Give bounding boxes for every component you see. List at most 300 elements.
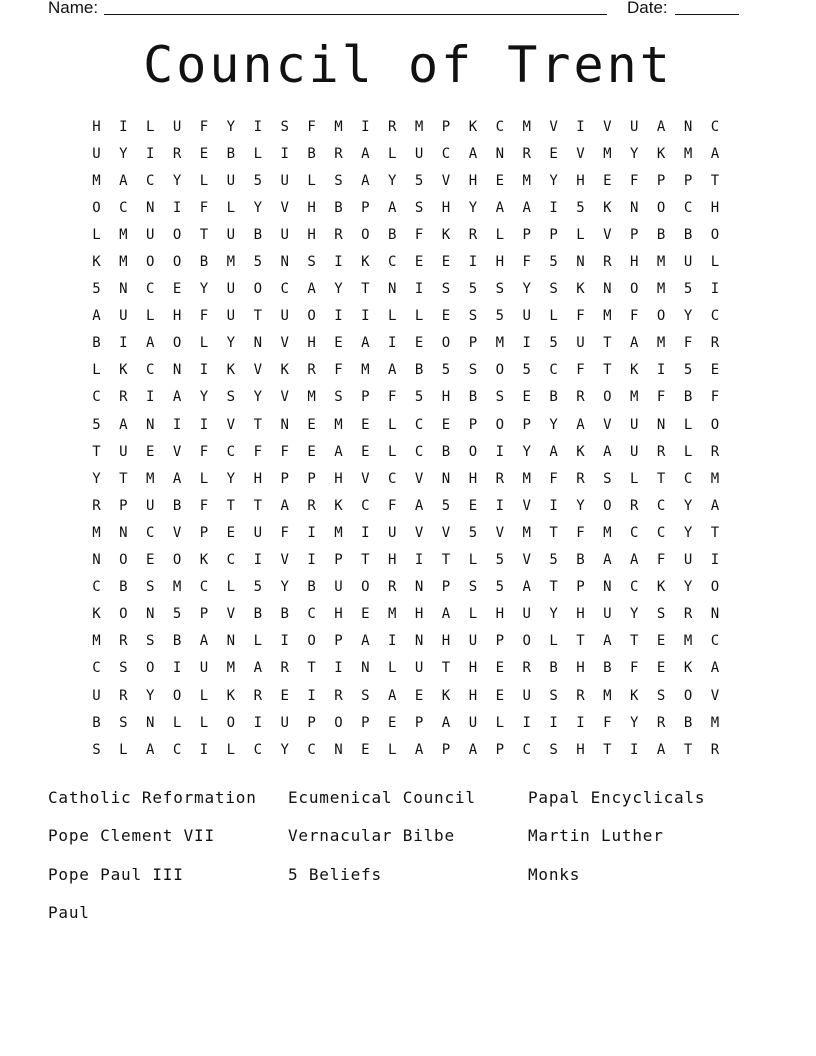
grid-letter[interactable]: A — [656, 741, 666, 758]
grid-letter[interactable]: 5 — [253, 579, 262, 596]
grid-letter[interactable]: S — [146, 579, 155, 596]
grid-letter[interactable]: T — [361, 552, 370, 569]
grid-letter[interactable]: K — [441, 687, 451, 704]
grid-letter[interactable]: A — [441, 606, 451, 623]
grid-letter[interactable]: E — [226, 524, 236, 541]
grid-letter[interactable]: H — [388, 552, 397, 569]
grid-letter[interactable]: I — [388, 335, 397, 352]
grid-letter[interactable]: S — [226, 389, 236, 406]
grid-letter[interactable]: U — [146, 497, 155, 514]
grid-letter[interactable]: S — [119, 714, 128, 731]
grid-letter[interactable]: L — [576, 226, 585, 243]
grid-letter[interactable]: C — [710, 118, 720, 135]
grid-letter[interactable]: C — [199, 579, 209, 596]
grid-letter[interactable]: P — [361, 389, 370, 406]
grid-letter[interactable]: F — [307, 118, 316, 135]
grid-letter[interactable]: P — [119, 497, 128, 514]
grid-letter[interactable]: R — [119, 687, 128, 704]
grid-letter[interactable]: C — [146, 524, 155, 541]
grid-letter[interactable]: O — [710, 579, 720, 596]
grid-letter[interactable]: P — [361, 199, 370, 216]
grid-letter[interactable]: S — [280, 118, 289, 135]
grid-letter[interactable]: K — [630, 362, 639, 379]
grid-letter[interactable]: M — [172, 579, 182, 596]
grid-letter[interactable]: I — [119, 118, 128, 135]
grid-letter[interactable]: H — [710, 199, 720, 216]
grid-letter[interactable]: K — [576, 281, 585, 298]
grid-letter[interactable]: A — [361, 335, 370, 352]
grid-letter[interactable]: O — [441, 335, 451, 352]
grid-letter[interactable]: H — [253, 470, 262, 487]
grid-letter[interactable]: I — [361, 118, 370, 135]
grid-letter[interactable]: A — [361, 145, 370, 162]
grid-letter[interactable]: V — [226, 416, 236, 433]
grid-letter[interactable]: C — [361, 497, 370, 514]
grid-letter[interactable]: I — [495, 497, 505, 514]
grid-letter[interactable]: 5 — [522, 362, 531, 379]
grid-letter[interactable]: V — [710, 687, 720, 704]
grid-letter[interactable]: N — [603, 579, 612, 596]
grid-letter[interactable]: K — [226, 687, 236, 704]
grid-letter[interactable]: C — [630, 524, 639, 541]
grid-letter[interactable]: L — [549, 633, 558, 650]
grid-letter[interactable]: 5 — [549, 552, 558, 569]
grid-letter[interactable]: O — [522, 633, 531, 650]
grid-letter[interactable]: U — [683, 254, 693, 271]
grid-letter[interactable]: P — [334, 552, 343, 569]
grid-letter[interactable]: P — [307, 714, 316, 731]
grid-letter[interactable]: H — [92, 118, 101, 135]
grid-letter[interactable]: C — [495, 118, 505, 135]
grid-letter[interactable]: N — [172, 362, 182, 379]
grid-letter[interactable]: A — [710, 660, 720, 677]
grid-letter[interactable]: K — [92, 606, 101, 623]
grid-letter[interactable]: V — [280, 335, 289, 352]
grid-letter[interactable]: B — [307, 145, 316, 162]
grid-letter[interactable]: U — [280, 308, 289, 325]
grid-letter[interactable]: Y — [253, 199, 262, 216]
grid-letter[interactable]: Y — [683, 579, 693, 596]
grid-letter[interactable]: U — [199, 660, 209, 677]
grid-letter[interactable]: C — [172, 741, 182, 758]
grid-letter[interactable]: P — [280, 470, 289, 487]
grid-letter[interactable]: M — [656, 281, 666, 298]
grid-letter[interactable]: P — [199, 606, 209, 623]
grid-letter[interactable]: I — [199, 741, 209, 758]
grid-letter[interactable]: T — [226, 497, 236, 514]
grid-letter[interactable]: K — [683, 660, 693, 677]
grid-letter[interactable]: A — [495, 199, 505, 216]
grid-letter[interactable]: H — [468, 660, 478, 677]
grid-letter[interactable]: P — [468, 416, 478, 433]
grid-letter[interactable]: A — [253, 660, 262, 677]
grid-letter[interactable]: C — [683, 470, 693, 487]
grid-letter[interactable]: U — [603, 606, 612, 623]
grid-letter[interactable]: H — [576, 660, 585, 677]
grid-letter[interactable]: 5 — [414, 172, 424, 189]
grid-letter[interactable]: 5 — [172, 606, 182, 623]
grid-letter[interactable]: U — [92, 687, 101, 704]
grid-letter[interactable]: T — [710, 172, 720, 189]
grid-letter[interactable]: M — [656, 335, 666, 352]
grid-letter[interactable]: A — [361, 172, 370, 189]
grid-letter[interactable]: A — [361, 633, 370, 650]
grid-letter[interactable]: M — [119, 254, 128, 271]
grid-letter[interactable]: K — [630, 687, 639, 704]
grid-letter[interactable]: B — [280, 606, 289, 623]
grid-letter[interactable]: A — [172, 470, 182, 487]
grid-letter[interactable]: V — [603, 226, 612, 243]
grid-letter[interactable]: U — [280, 172, 289, 189]
grid-letter[interactable]: P — [656, 172, 666, 189]
grid-letter[interactable]: C — [656, 497, 666, 514]
grid-letter[interactable]: I — [146, 145, 155, 162]
grid-letter[interactable]: N — [280, 416, 289, 433]
grid-letter[interactable]: A — [522, 579, 531, 596]
grid-letter[interactable]: K — [119, 362, 128, 379]
grid-letter[interactable]: F — [522, 254, 531, 271]
grid-letter[interactable]: O — [226, 714, 236, 731]
grid-letter[interactable]: L — [199, 335, 209, 352]
grid-letter[interactable]: L — [199, 714, 209, 731]
grid-letter[interactable]: C — [280, 281, 289, 298]
grid-letter[interactable]: N — [576, 254, 585, 271]
grid-letter[interactable]: I — [656, 362, 666, 379]
grid-letter[interactable]: H — [441, 199, 451, 216]
grid-letter[interactable]: A — [280, 497, 289, 514]
grid-letter[interactable]: C — [630, 579, 639, 596]
grid-letter[interactable]: I — [253, 714, 262, 731]
grid-letter[interactable]: Y — [172, 172, 182, 189]
grid-letter[interactable]: N — [441, 470, 451, 487]
grid-letter[interactable]: C — [710, 308, 720, 325]
grid-letter[interactable]: L — [307, 172, 316, 189]
grid-letter[interactable]: C — [253, 741, 262, 758]
grid-letter[interactable]: A — [441, 714, 451, 731]
grid-letter[interactable]: O — [656, 199, 666, 216]
grid-letter[interactable]: T — [361, 281, 370, 298]
grid-letter[interactable]: R — [630, 497, 639, 514]
grid-letter[interactable]: V — [172, 443, 182, 460]
grid-letter[interactable]: S — [468, 579, 478, 596]
grid-letter[interactable]: I — [549, 199, 558, 216]
grid-letter[interactable]: C — [119, 199, 128, 216]
grid-letter[interactable]: C — [307, 606, 316, 623]
grid-letter[interactable]: M — [683, 145, 693, 162]
grid-letter[interactable]: I — [576, 118, 585, 135]
grid-letter[interactable]: S — [549, 741, 558, 758]
grid-letter[interactable]: L — [119, 741, 128, 758]
grid-letter[interactable]: P — [495, 741, 505, 758]
grid-letter[interactable]: L — [253, 145, 262, 162]
grid-letter[interactable]: M — [334, 416, 343, 433]
grid-letter[interactable]: E — [603, 172, 612, 189]
grid-letter[interactable]: Y — [522, 281, 531, 298]
grid-letter[interactable]: U — [468, 714, 478, 731]
grid-letter[interactable]: M — [334, 524, 343, 541]
grid-letter[interactable]: E — [441, 308, 451, 325]
grid-letter[interactable]: E — [495, 660, 505, 677]
grid-letter[interactable]: M — [683, 633, 693, 650]
grid-letter[interactable]: K — [656, 145, 666, 162]
grid-letter[interactable]: I — [172, 416, 182, 433]
grid-letter[interactable]: R — [576, 389, 585, 406]
grid-letter[interactable]: U — [468, 633, 478, 650]
grid-letter[interactable]: M — [710, 714, 720, 731]
grid-letter[interactable]: L — [388, 308, 397, 325]
grid-letter[interactable]: K — [468, 118, 478, 135]
grid-letter[interactable]: O — [683, 687, 693, 704]
grid-letter[interactable]: B — [253, 606, 262, 623]
grid-letter[interactable]: K — [199, 552, 209, 569]
grid-letter[interactable]: E — [334, 335, 343, 352]
grid-letter[interactable]: U — [226, 172, 236, 189]
grid-letter[interactable]: O — [468, 443, 478, 460]
grid-letter[interactable]: L — [495, 714, 505, 731]
grid-letter[interactable]: T — [253, 416, 262, 433]
grid-letter[interactable]: R — [280, 660, 289, 677]
grid-letter[interactable]: I — [199, 416, 209, 433]
grid-letter[interactable]: U — [414, 145, 424, 162]
grid-letter[interactable]: V — [226, 606, 236, 623]
grid-letter[interactable]: Y — [388, 172, 397, 189]
grid-letter[interactable]: E — [361, 416, 370, 433]
grid-letter[interactable]: T — [199, 226, 209, 243]
grid-letter[interactable]: F — [576, 524, 585, 541]
grid-letter[interactable]: B — [549, 660, 558, 677]
grid-letter[interactable]: A — [549, 443, 558, 460]
grid-letter[interactable]: B — [334, 199, 343, 216]
grid-letter[interactable]: L — [92, 362, 101, 379]
grid-letter[interactable]: A — [576, 416, 585, 433]
grid-letter[interactable]: K — [334, 497, 343, 514]
grid-letter[interactable]: A — [468, 145, 478, 162]
grid-letter[interactable]: E — [280, 687, 289, 704]
grid-letter[interactable]: C — [388, 470, 397, 487]
grid-letter[interactable]: Y — [549, 172, 558, 189]
grid-letter[interactable]: C — [683, 199, 693, 216]
grid-letter[interactable]: F — [630, 172, 639, 189]
grid-letter[interactable]: M — [603, 524, 612, 541]
grid-letter[interactable]: N — [656, 416, 666, 433]
grid-letter[interactable]: O — [92, 199, 101, 216]
grid-letter[interactable]: C — [146, 281, 155, 298]
grid-letter[interactable]: L — [468, 606, 478, 623]
grid-letter[interactable]: B — [92, 335, 101, 352]
grid-letter[interactable]: T — [253, 308, 262, 325]
grid-letter[interactable]: V — [172, 524, 182, 541]
grid-letter[interactable]: O — [361, 579, 370, 596]
grid-letter[interactable]: A — [603, 552, 612, 569]
grid-letter[interactable]: L — [172, 714, 182, 731]
grid-letter[interactable]: L — [388, 443, 397, 460]
grid-letter[interactable]: I — [549, 497, 558, 514]
grid-letter[interactable]: B — [253, 226, 262, 243]
grid-letter[interactable]: F — [280, 443, 289, 460]
grid-letter[interactable]: H — [468, 172, 478, 189]
grid-letter[interactable]: B — [119, 579, 128, 596]
grid-letter[interactable]: O — [307, 308, 316, 325]
grid-letter[interactable]: K — [656, 579, 666, 596]
grid-letter[interactable]: L — [199, 470, 209, 487]
grid-letter[interactable]: R — [307, 362, 316, 379]
grid-letter[interactable]: A — [522, 199, 531, 216]
grid-letter[interactable]: E — [307, 443, 316, 460]
grid-letter[interactable]: K — [280, 362, 289, 379]
grid-letter[interactable]: I — [495, 443, 505, 460]
grid-letter[interactable]: S — [656, 606, 666, 623]
grid-letter[interactable]: P — [361, 714, 370, 731]
grid-letter[interactable]: V — [603, 118, 612, 135]
grid-letter[interactable]: O — [172, 687, 182, 704]
grid-letter[interactable]: N — [146, 714, 155, 731]
grid-letter[interactable]: V — [441, 172, 451, 189]
grid-letter[interactable]: M — [522, 524, 531, 541]
grid-letter[interactable]: A — [172, 389, 182, 406]
grid-letter[interactable]: 5 — [495, 552, 505, 569]
grid-letter[interactable]: C — [92, 660, 101, 677]
grid-letter[interactable]: N — [630, 199, 639, 216]
grid-letter[interactable]: P — [307, 470, 316, 487]
grid-letter[interactable]: L — [414, 308, 424, 325]
grid-letter[interactable]: H — [307, 199, 316, 216]
grid-letter[interactable]: O — [146, 254, 155, 271]
grid-letter[interactable]: O — [710, 226, 720, 243]
grid-letter[interactable]: F — [549, 470, 558, 487]
grid-letter[interactable]: F — [334, 362, 343, 379]
grid-letter[interactable]: Y — [334, 281, 343, 298]
grid-letter[interactable]: S — [307, 254, 316, 271]
grid-letter[interactable]: S — [495, 389, 505, 406]
grid-letter[interactable]: U — [226, 308, 236, 325]
grid-letter[interactable]: F — [683, 335, 693, 352]
grid-letter[interactable]: N — [683, 118, 693, 135]
grid-letter[interactable]: 5 — [414, 389, 424, 406]
grid-letter[interactable]: F — [603, 714, 612, 731]
grid-letter[interactable]: I — [146, 389, 155, 406]
grid-letter[interactable]: M — [92, 633, 101, 650]
grid-letter[interactable]: I — [172, 199, 182, 216]
grid-letter[interactable]: L — [549, 308, 558, 325]
grid-letter[interactable]: A — [119, 416, 128, 433]
grid-letter[interactable]: F — [388, 497, 397, 514]
grid-letter[interactable]: A — [468, 741, 478, 758]
grid-letter[interactable]: Y — [630, 145, 639, 162]
grid-letter[interactable]: L — [226, 741, 236, 758]
grid-letter[interactable]: V — [603, 416, 612, 433]
grid-letter[interactable]: Y — [280, 579, 289, 596]
grid-letter[interactable]: R — [388, 579, 397, 596]
grid-letter[interactable]: S — [334, 172, 343, 189]
grid-letter[interactable]: H — [307, 226, 316, 243]
grid-letter[interactable]: Y — [119, 145, 128, 162]
grid-letter[interactable]: I — [630, 741, 639, 758]
grid-letter[interactable]: E — [146, 552, 155, 569]
grid-letter[interactable]: R — [468, 226, 478, 243]
grid-letter[interactable]: A — [414, 741, 424, 758]
grid-letter[interactable]: I — [253, 118, 262, 135]
grid-letter[interactable]: N — [146, 416, 155, 433]
grid-letter[interactable]: F — [199, 118, 209, 135]
grid-letter[interactable]: R — [388, 118, 397, 135]
grid-letter[interactable]: U — [630, 118, 639, 135]
grid-letter[interactable]: K — [576, 443, 585, 460]
grid-letter[interactable]: U — [172, 118, 182, 135]
grid-letter[interactable]: O — [710, 416, 720, 433]
grid-letter[interactable]: K — [92, 254, 101, 271]
grid-letter[interactable]: R — [253, 687, 262, 704]
grid-letter[interactable]: T — [92, 443, 101, 460]
grid-letter[interactable]: R — [576, 470, 585, 487]
grid-letter[interactable]: I — [361, 524, 370, 541]
grid-letter[interactable]: C — [414, 416, 424, 433]
grid-letter[interactable]: M — [630, 389, 639, 406]
grid-letter[interactable]: N — [119, 524, 128, 541]
grid-letter[interactable]: I — [253, 552, 262, 569]
grid-letter[interactable]: Y — [683, 524, 693, 541]
grid-letter[interactable]: C — [146, 362, 155, 379]
grid-letter[interactable]: F — [199, 199, 209, 216]
grid-letter[interactable]: T — [119, 470, 128, 487]
grid-letter[interactable]: E — [522, 389, 531, 406]
grid-letter[interactable]: M — [92, 172, 101, 189]
grid-letter[interactable]: E — [361, 443, 370, 460]
grid-letter[interactable]: I — [307, 687, 316, 704]
grid-letter[interactable]: N — [710, 606, 720, 623]
grid-letter[interactable]: T — [603, 362, 612, 379]
grid-letter[interactable]: O — [603, 497, 612, 514]
grid-letter[interactable]: P — [199, 524, 209, 541]
grid-letter[interactable]: I — [280, 145, 289, 162]
grid-letter[interactable]: R — [92, 497, 101, 514]
grid-letter[interactable]: A — [388, 199, 397, 216]
grid-letter[interactable]: B — [576, 552, 585, 569]
date-blank-line[interactable] — [675, 0, 739, 15]
grid-letter[interactable]: M — [710, 470, 720, 487]
grid-letter[interactable]: O — [495, 362, 505, 379]
grid-letter[interactable]: 5 — [549, 335, 558, 352]
grid-letter[interactable]: I — [522, 335, 531, 352]
grid-letter[interactable]: T — [630, 633, 639, 650]
grid-letter[interactable]: S — [334, 389, 343, 406]
grid-letter[interactable]: M — [522, 118, 531, 135]
grid-letter[interactable]: L — [199, 687, 209, 704]
grid-letter[interactable]: B — [92, 714, 101, 731]
grid-letter[interactable]: S — [441, 281, 451, 298]
grid-letter[interactable]: F — [199, 443, 209, 460]
grid-letter[interactable]: P — [549, 226, 558, 243]
grid-letter[interactable]: E — [468, 497, 478, 514]
grid-letter[interactable]: Y — [280, 741, 289, 758]
grid-letter[interactable]: Y — [199, 281, 209, 298]
grid-letter[interactable]: V — [576, 145, 585, 162]
grid-letter[interactable]: A — [146, 741, 155, 758]
grid-letter[interactable]: V — [280, 199, 289, 216]
grid-letter[interactable]: S — [603, 470, 612, 487]
grid-letter[interactable]: F — [656, 552, 666, 569]
grid-letter[interactable]: S — [468, 362, 478, 379]
grid-letter[interactable]: E — [361, 741, 370, 758]
grid-letter[interactable]: H — [576, 172, 585, 189]
grid-letter[interactable]: T — [441, 660, 451, 677]
grid-letter[interactable]: A — [119, 172, 128, 189]
grid-letter[interactable]: I — [119, 335, 128, 352]
grid-letter[interactable]: V — [495, 524, 505, 541]
grid-letter[interactable]: M — [495, 335, 505, 352]
grid-letter[interactable]: U — [630, 443, 639, 460]
name-blank-line[interactable] — [104, 0, 607, 15]
grid-letter[interactable]: U — [576, 335, 585, 352]
